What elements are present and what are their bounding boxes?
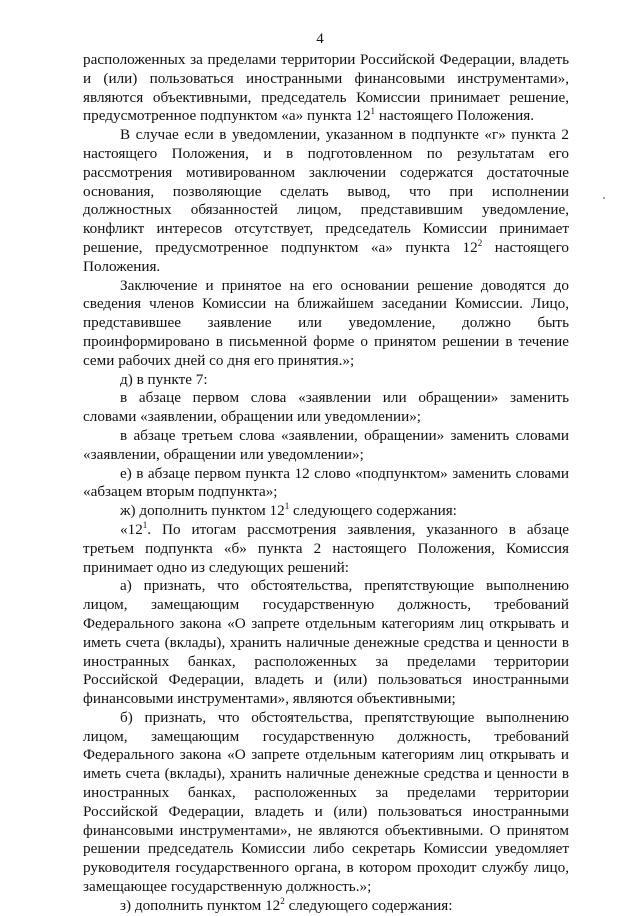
text-run: б) признать, что обстоятельства, препятствующие выполнению лицом, замещающим государственную должность, требований Федерального закона «О запрете отдельным категориям лиц открывать и иметь счета (вклады), хранить наличные денежные средства и ценности в иностранных банках, расположенных за пределами территории Российской Федерации, владеть и (или) пользоваться иностранными финансовыми инструментами», не являются объективными. О принятом решении председатель Комиссии либо секретарь Комиссии уведомляет руководителя государственного органа, в котором проходит службу лицо, замещающее государственную должность.»; <box>83 708 569 896</box>
superscript: 2 <box>477 237 483 248</box>
text-run: «12 <box>120 520 143 538</box>
text-run: в абзаце первом слова «заявлении или обращении» заменить словами «заявлении, обращении или уведомлении»; <box>83 389 569 426</box>
paragraph-p11 <box>83 709 569 897</box>
paragraph-p9 <box>83 521 569 577</box>
page-number: 4 <box>316 31 324 47</box>
paragraph-p10 <box>83 577 569 709</box>
paragraph-p4 <box>83 371 569 390</box>
text-run: . По итогам рассмотрения заявления, указанного в абзаце третьем подпункта «б» пункта 2 настоящего Положения, Комиссия принимает одно из следующих решений: <box>83 520 569 576</box>
paragraph-p12 <box>83 897 569 916</box>
paragraph-p7 <box>83 465 569 503</box>
text-run: расположенных за пределами территории Российской Федерации, владеть и (или) пользоваться иностранными финансовыми инструментами», являются объективными, председатель Комиссии принимает решение, предусмотренное подпунктом «а» пункта 12 <box>83 51 569 125</box>
text-run: следующего содержания: <box>289 502 457 520</box>
superscript: 2 <box>280 895 285 906</box>
text-run: в абзаце третьем слова «заявлении, обращении» заменить словами «заявлении, обращении или уведомлении»; <box>83 426 569 463</box>
text-run: а) признать, что обстоятельства, препятствующие выполнению лицом, замещающим государственную должность, требований Федерального закона «О запрете отдельным категориям лиц открывать и иметь счета (вклады), хранить наличные денежные средства и ценности в иностранных банках, расположенных за пределами территории Российской Федерации, владеть и (или) пользоваться иностранными финансовыми инструментами», являются объективными; <box>83 577 569 708</box>
text-run: з) дополнить пунктом 12 <box>120 896 281 914</box>
text-run: ж) дополнить пунктом 12 <box>120 502 285 520</box>
superscript: 1 <box>284 501 290 512</box>
text-run: Заключение и принятое на его основании решение доводятся до сведения членов Комиссии на ближайшем заседании Комиссии. Лицо, представившее заявление или уведомление, должно быть проинформировано в письменной форме о принятом решении в течение семи рабочих дней со дня его принятия.»; <box>83 276 569 369</box>
superscript: 1 <box>370 106 376 117</box>
paragraph-p6 <box>83 427 569 465</box>
paragraph-p5 <box>83 389 569 427</box>
paragraph-p2 <box>83 126 569 276</box>
paragraph-p3 <box>83 277 569 371</box>
text-run: настоящего Положения. <box>375 107 535 125</box>
text-run: настоящего Положения. <box>83 238 570 275</box>
paragraph-p1 <box>83 51 569 126</box>
paragraph-p8 <box>83 502 569 521</box>
document-body <box>83 51 569 916</box>
text-run: В случае если в уведомлении, указанном в подпункте «г» пункта 2 настоящего Положения, и в подготовленном по результатам его рассмотрения мотивированном заключении содержатся достаточные основания, позволяющие сделать вывод, что при исполнении должностных обязанностей лицом, представившим уведомление, конфликт интересов отсутствует, председатель Комиссии принимает решение, предусмотренное подпунктом «а» пункта 12 <box>83 126 569 256</box>
text-run: д) в пункте 7: <box>120 370 208 388</box>
text-run: е) в абзаце первом пункта 12 слово «подпунктом» заменить словами «абзацем вторым подпункта»; <box>83 464 569 501</box>
text-run: следующего содержания: <box>284 896 453 914</box>
scan-speck <box>603 197 605 199</box>
superscript: 1 <box>142 519 148 530</box>
